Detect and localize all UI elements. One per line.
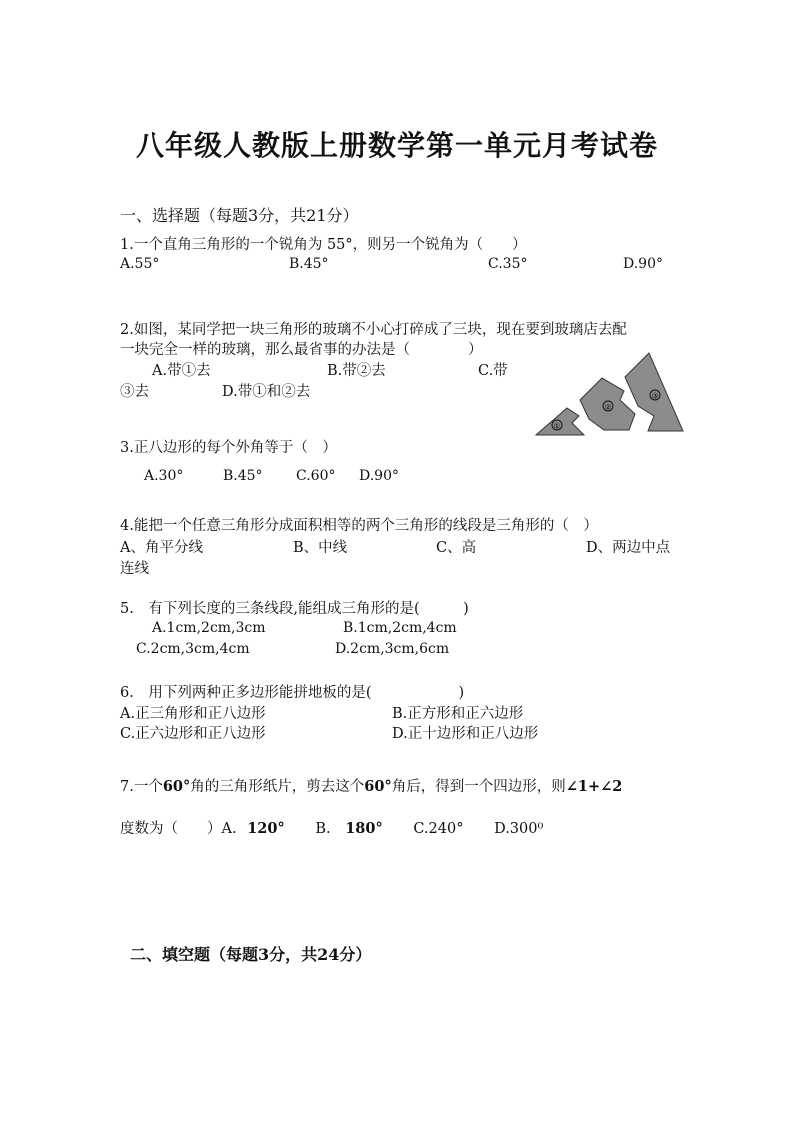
q3-option-d: D.90°	[359, 468, 399, 484]
q5-option-b: B.1cm,2cm,4cm	[343, 620, 457, 636]
q7-option-d: D.300⁰	[494, 821, 544, 837]
broken-glass-figure	[534, 350, 686, 438]
q3-option-b: B.45°	[223, 468, 263, 484]
question-5-stem: 5. 有下列长度的三条线段,能组成三角形的是( )	[120, 601, 469, 617]
question-2-line-1: 2.如图，某同学把一块三角形的玻璃不小心打碎成了三块，现在要到玻璃店去配	[120, 322, 627, 338]
q6-option-d: D.正十边形和正八边形	[392, 726, 539, 742]
q6-option-c: C.正六边形和正八边形	[120, 726, 266, 742]
question-6-stem: 6. 用下列两种正多边形能拼地板的是( )	[120, 685, 465, 701]
q5-option-c: C.2cm,3cm,4cm	[136, 641, 250, 657]
question-2-line-2: 一块完全一样的玻璃，那么最省事的办法是（ ）	[120, 342, 483, 358]
q7-stem-middle-2: 角后，得到一个四边形，则	[391, 779, 566, 795]
q7-stem-middle-1: 角的三角形纸片，剪去这个	[190, 779, 365, 795]
q4-option-d: D、两边中点	[586, 540, 671, 556]
q6-option-a: A.正三角形和正八边形	[120, 706, 266, 722]
page-title: 八年级人教版上册数学第一单元月考试卷	[135, 129, 658, 162]
q7-angle-expression: ∠1+∠2	[565, 778, 623, 795]
q4-option-b: B、中线	[293, 540, 348, 556]
section-1-heading: 一、选择题（每题3分，共21分）	[120, 206, 359, 225]
q7-angle-60-second: 60°	[364, 778, 392, 795]
question-4-stem: 4.能把一个任意三角形分成面积相等的两个三角形的线段是三角形的（ ）	[120, 518, 598, 534]
q2-option-d: D.带①和②去	[222, 384, 311, 400]
q5-option-a: A.1cm,2cm,3cm	[152, 620, 266, 636]
question-7-stem	[120, 775, 622, 796]
q4-option-d-continued: 连线	[120, 561, 149, 577]
q7-option-a-value: 120°	[247, 820, 285, 837]
question-3-stem: 3.正八边形的每个外角等于（ ）	[120, 440, 337, 456]
q3-option-c: C.60°	[296, 468, 336, 484]
q7-option-b-value: 180°	[345, 820, 383, 837]
q1-option-d: D.90°	[623, 256, 663, 272]
q6-option-b: B.正方形和正六边形	[392, 706, 524, 722]
q7-line-2-prefix: 度数为（ ）A.	[120, 821, 237, 837]
q2-option-c-continued: ③去	[120, 384, 149, 400]
q7-option-b-label: B.	[315, 821, 331, 837]
q1-option-b: B.45°	[289, 256, 329, 272]
q4-option-c: C、高	[436, 540, 477, 556]
q5-option-d: D.2cm,3cm,6cm	[335, 641, 450, 657]
glass-label-3: ③	[651, 391, 659, 401]
question-1-stem: 1.一个直角三角形的一个锐角为 55°，则另一个锐角为（ ）	[120, 237, 527, 253]
q2-option-a: A.带①去	[152, 363, 211, 379]
section-2-heading: 二、填空题（每题3分，共24分）	[130, 945, 372, 964]
q1-option-a: A.55°	[120, 256, 160, 272]
q7-line-2	[120, 817, 543, 838]
q3-option-a: A.30°	[144, 468, 184, 484]
glass-label-2: ②	[604, 402, 612, 412]
q1-option-c: C.35°	[488, 256, 528, 272]
q7-angle-60-first: 60°	[162, 778, 191, 795]
q2-option-c: C.带	[478, 363, 508, 379]
q2-option-b: B.带②去	[327, 363, 386, 379]
glass-label-1: ①	[553, 421, 561, 431]
q7-stem-prefix: 7.一个	[120, 779, 163, 795]
q4-option-a: A、角平分线	[120, 540, 203, 556]
q7-option-c: C.240°	[413, 821, 464, 837]
